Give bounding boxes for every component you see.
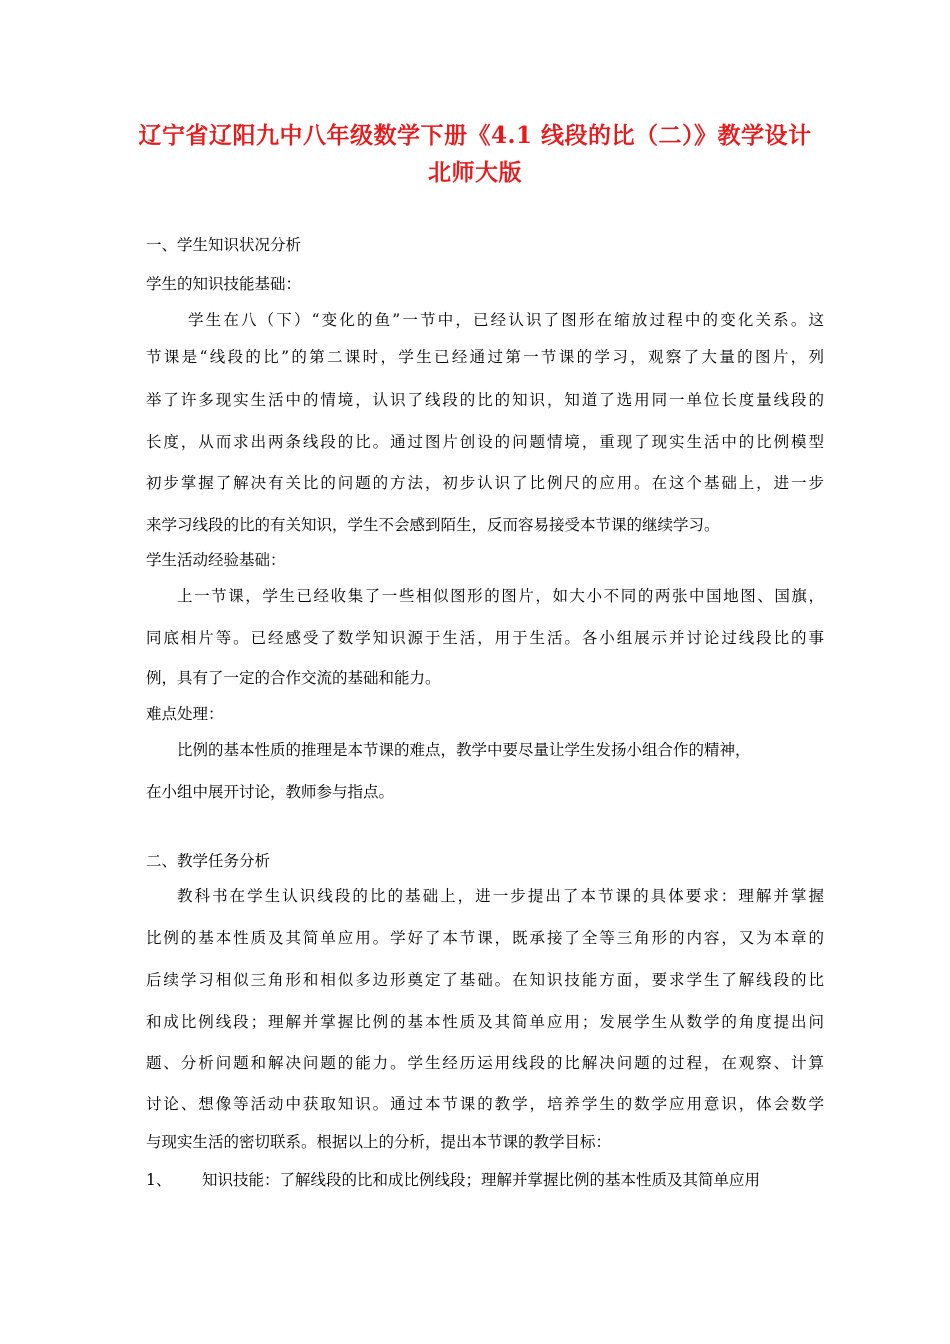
item-text: 知识技能：了解线段的比和成比例线段；理解并掌握比例的基本性质及其简单应用 bbox=[202, 1171, 761, 1189]
paragraph-line: 比例的基本性质及其简单应用。学好了本节课，既承接了全等三角形的内容，又为本章的 bbox=[146, 929, 824, 947]
paragraph-line: 初步掌握了解决有关比的问题的方法，初步认识了比例尺的应用。在这个基础上，进一步 bbox=[146, 474, 824, 492]
paragraph-line: 与现实生活的密切联系。根据以上的分析，提出本节课的教学目标： bbox=[146, 1133, 612, 1151]
section-heading-student-analysis: 一、学生知识状况分析 bbox=[146, 236, 302, 254]
paragraph-line: 例，具有了一定的合作交流的基础和能力。 bbox=[146, 669, 441, 687]
paragraph-line: 长度，从而求出两条线段的比。通过图片创设的问题情境，重现了现实生活中的比例模型 bbox=[146, 433, 824, 451]
numbered-item bbox=[146, 1169, 760, 1191]
subheading-difficulty: 难点处理： bbox=[146, 705, 224, 723]
paragraph-line: 后续学习相似三角形和相似多边形奠定了基础。在知识技能方面，要求学生了解线段的比 bbox=[146, 971, 824, 989]
item-number: 1、 bbox=[146, 1171, 172, 1189]
paragraph-line: 上一节课，学生已经收集了一些相似图形的图片，如大小不同的两张中国地图、国旗， bbox=[177, 587, 824, 605]
paragraph-line: 讨论、想像等活动中获取知识。通过本节课的教学，培养学生的数学应用意识，体会数学 bbox=[146, 1095, 824, 1113]
subheading-activity-experience: 学生活动经验基础： bbox=[146, 551, 286, 569]
document-title-line-2: 北师大版 bbox=[428, 159, 522, 186]
paragraph-line: 和成比例线段；理解并掌握比例的基本性质及其简单应用；发展学生从数学的角度提出问 bbox=[146, 1013, 824, 1031]
paragraph-line: 比例的基本性质的推理是本节课的难点，教学中要尽量让学生发扬小组合作的精神， bbox=[177, 741, 751, 759]
paragraph-line: 题、分析问题和解决问题的能力。学生经历运用线段的比解决问题的过程，在观察、计算 bbox=[146, 1054, 824, 1072]
paragraph-line: 在小组中展开讨论，教师参与指点。 bbox=[146, 783, 395, 801]
subheading-knowledge-skills: 学生的知识技能基础： bbox=[146, 275, 302, 293]
document-title-line-1: 辽宁省辽阳九中八年级数学下册《4.1 线段的比（二）》教学设计 bbox=[138, 122, 812, 149]
section-heading-task-analysis: 二、教学任务分析 bbox=[146, 852, 271, 870]
paragraph-line: 节课是“线段的比”的第二课时，学生已经通过第一节课的学习，观察了大量的图片，列 bbox=[146, 348, 824, 366]
paragraph-line: 教科书在学生认识线段的比的基础上，进一步提出了本节课的具体要求：理解并掌握 bbox=[177, 887, 824, 905]
paragraph-line: 同底相片等。已经感受了数学知识源于生活，用于生活。各小组展示并讨论过线段比的事 bbox=[146, 629, 824, 647]
paragraph-line: 举了许多现实生活中的情境，认识了线段的比的知识，知道了选用同一单位长度量线段的 bbox=[146, 391, 824, 409]
paragraph-line: 来学习线段的比的有关知识，学生不会感到陌生，反而容易接受本节课的继续学习。 bbox=[146, 516, 720, 534]
paragraph-line: 学生在八（下）“变化的鱼”一节中，已经认识了图形在缩放过程中的变化关系。这 bbox=[188, 311, 824, 329]
